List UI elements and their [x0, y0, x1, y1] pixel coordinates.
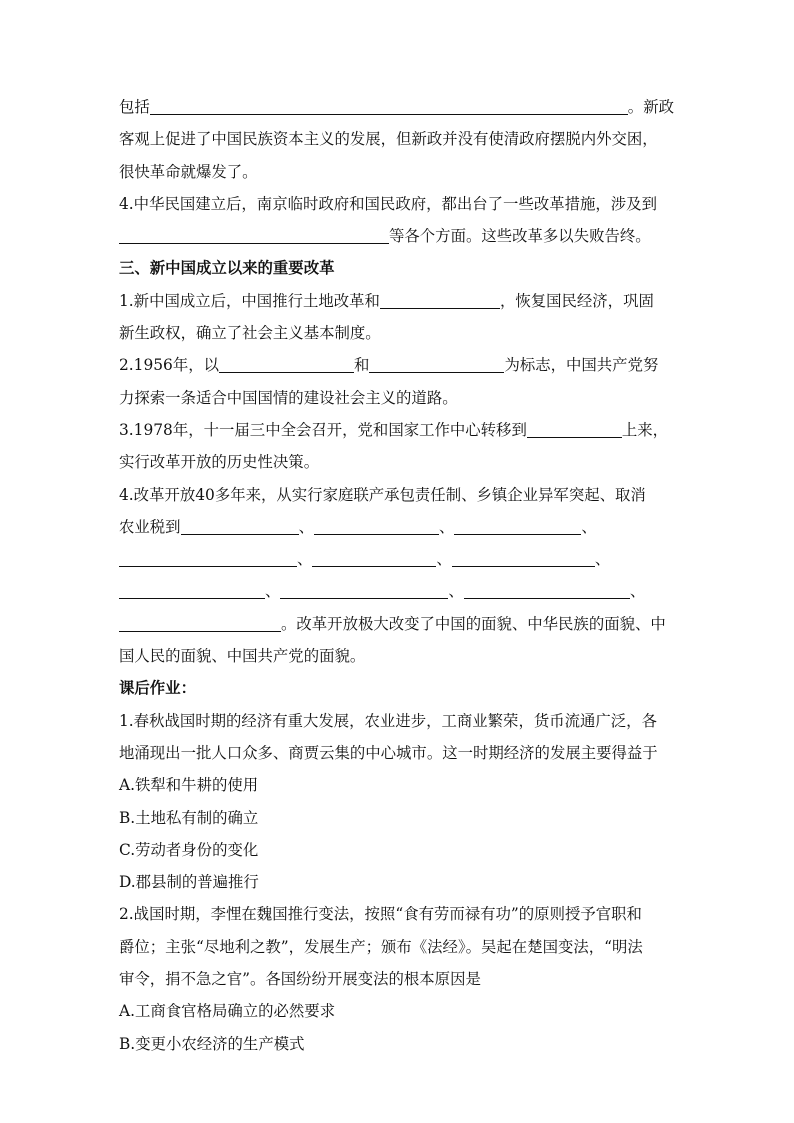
fill-blank[interactable]: [181, 516, 299, 535]
text: 为标志，中国共产党努: [504, 356, 659, 375]
separator: 、: [581, 517, 597, 536]
text-line: 力探索一条适合中国国情的建设社会主义的道路。: [119, 388, 458, 407]
fill-blank[interactable]: [312, 548, 436, 567]
text-line: 新生政权，确立了社会主义基本制度。: [119, 324, 381, 343]
text: 等各个方面。这些改革多以失败告终。: [389, 227, 651, 246]
text-line: [119, 91, 689, 123]
text-line: 很快革命就爆发了。: [119, 162, 258, 181]
text-line: 客观上促进了中国民族资本主义的发展，但新政并没有使清政府摆脱内外交困，: [119, 130, 658, 149]
fill-blank[interactable]: [119, 613, 281, 632]
text: 包括: [119, 98, 150, 116]
separator: 、: [436, 550, 452, 569]
separator: 、: [298, 517, 314, 536]
text-line: [119, 511, 689, 543]
question-1-line: [119, 285, 689, 317]
homework-heading: 课后作业：: [119, 679, 196, 698]
text-line: 审令，捐不急之官”。各国纷纷开展变法的根本原因是: [119, 970, 481, 989]
fill-blank[interactable]: [119, 225, 389, 244]
fill-blank[interactable]: [380, 290, 500, 309]
fill-blank[interactable]: [454, 516, 581, 535]
fill-blank[interactable]: [119, 580, 265, 599]
option-c[interactable]: C.劳动者身份的变化: [119, 840, 259, 859]
text-line: [119, 608, 689, 640]
question-1-line: 1.春秋战国时期的经济有重大发展，农业进步，工商业繁荣，货币流通广泛，各: [119, 711, 657, 730]
question-2-line: 2.战国时期，李悝在魏国推行变法，按照“食有劳而禄有功”的原则授予官职和: [119, 905, 642, 924]
question-2-line: [119, 349, 689, 381]
text-line: [119, 543, 689, 575]
text: 农业税到: [119, 517, 181, 536]
text: ，恢复国民经济，巩固: [499, 291, 654, 310]
question-3-line: [119, 414, 689, 446]
separator: 、: [448, 582, 464, 601]
fill-blank[interactable]: [527, 419, 622, 438]
document-page: [119, 91, 689, 1060]
text-line: 国人民的面貌、中国共产党的面貌。: [119, 647, 366, 666]
fill-blank[interactable]: [150, 96, 628, 115]
fill-blank[interactable]: [119, 548, 297, 567]
fill-blank[interactable]: [280, 580, 448, 599]
fill-blank[interactable]: [464, 580, 630, 599]
section-heading: 三、新中国成立以来的重要改革: [119, 259, 335, 278]
option-b[interactable]: B.土地私有制的确立: [119, 808, 259, 827]
text-line: [119, 575, 689, 607]
separator: 、: [594, 550, 611, 569]
text: 3.1978年，十一届三中全会召开，党和国家工作中心转移到: [119, 420, 527, 439]
text: 2.1956年，以: [119, 356, 220, 375]
text: 上来，: [621, 420, 669, 439]
separator: 、: [265, 582, 281, 601]
question-4-line: 4.改革开放40多年来，从实行家庭联产承包责任制、乡镇企业异军突起、取消: [119, 485, 646, 504]
text: 和: [354, 356, 370, 375]
text: 。改革开放极大改变了中国的面貌、中华民族的面貌、中: [281, 614, 666, 633]
option-d[interactable]: D.郡县制的普遍推行: [119, 873, 259, 892]
question-4-line: 4.中华民国建立后，南京临时政府和国民政府，都出台了一些改革措施，涉及到: [119, 194, 657, 213]
text: 1.新中国成立后，中国推行土地改革和: [119, 291, 380, 310]
fill-blank[interactable]: [219, 354, 354, 373]
separator: 、: [297, 550, 313, 569]
option-a[interactable]: A.工商食官格局确立的必然要求: [119, 1002, 336, 1021]
text-line: 实行改革开放的历史性决策。: [119, 453, 320, 472]
option-a[interactable]: A.铁犁和牛耕的使用: [119, 776, 259, 795]
text: 。新政: [627, 98, 674, 116]
text-line: [119, 220, 689, 252]
text-line: 地涌现出一批人口众多、商贾云集的中心城市。这一时期经济的发展主要得益于: [119, 743, 658, 762]
option-b[interactable]: B.变更小农经济的生产模式: [119, 1034, 305, 1053]
separator: 、: [438, 517, 455, 536]
fill-blank[interactable]: [369, 354, 504, 373]
fill-blank[interactable]: [314, 516, 439, 535]
fill-blank[interactable]: [452, 548, 595, 567]
text-line: 爵位；主张“尽地利之教”，发展生产；颁布《法经》。吴起在楚国变法，“明法: [119, 937, 643, 956]
separator: 、: [629, 582, 646, 601]
